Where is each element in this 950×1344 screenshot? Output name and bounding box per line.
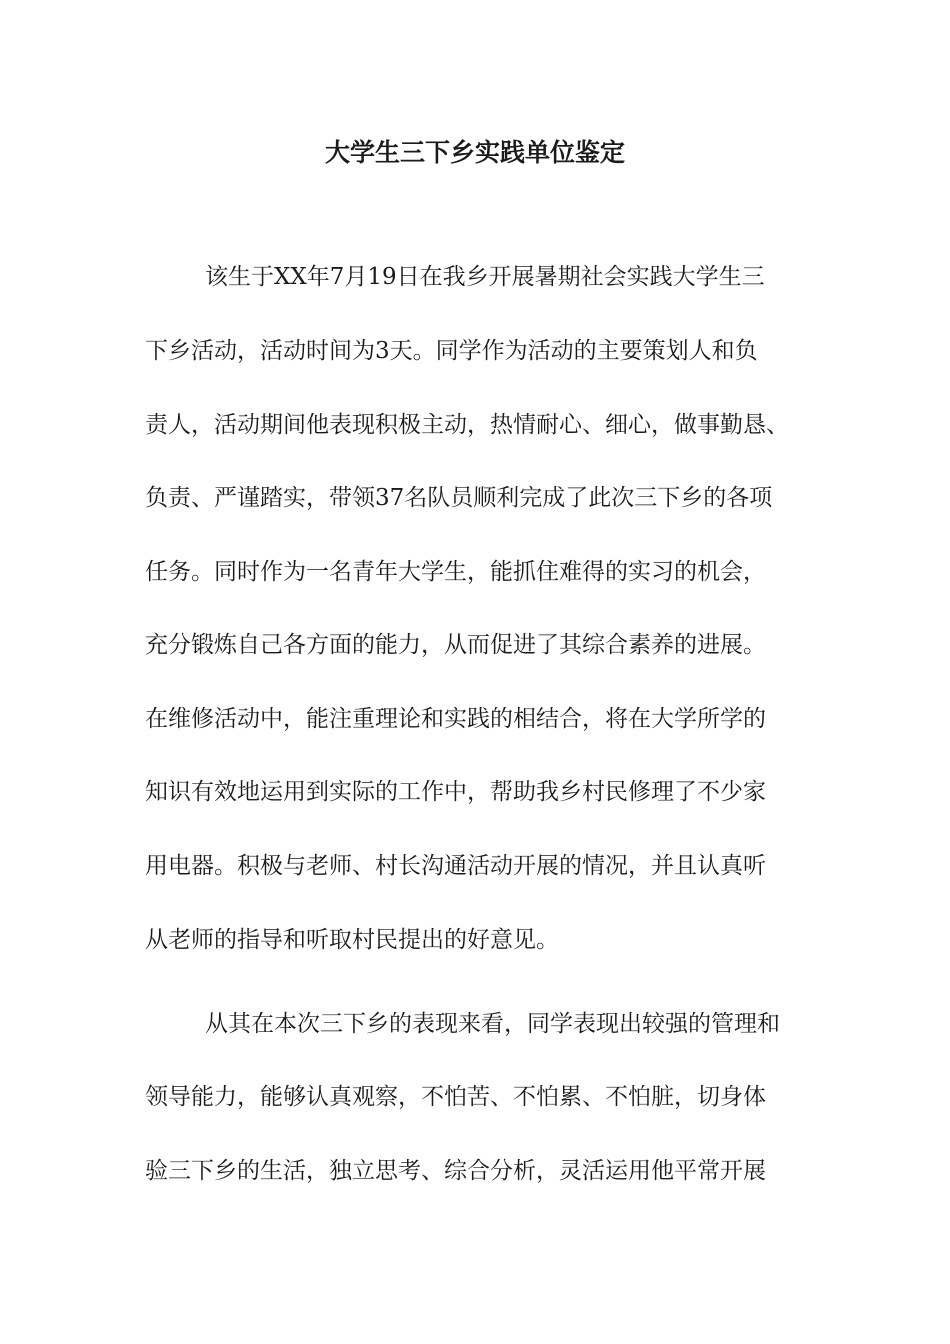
paragraph-1-line-3: 责人，活动期间他表现积极主动，热情耐心、细心，做事勤恳、: [145, 412, 789, 438]
paragraph-1-line-9: 用电器。积极与老师、村长沟通活动开展的情况，并且认真听: [145, 853, 766, 879]
paragraph-2-line-3: 验三下乡的生活，独立思考、综合分析，灵活运用他平常开展: [145, 1158, 766, 1184]
document-title: 大学生三下乡实践单位鉴定: [324, 138, 625, 167]
paragraph-1-line-10: 从老师的指导和听取村民提出的好意见。: [145, 927, 559, 953]
paragraph-1-line-7: 在维修活动中，能注重理论和实践的相结合，将在大学所学的: [145, 706, 766, 732]
paragraph-1-line-4: 负责、严谨踏实，带领37名队员顺利完成了此次三下乡的各项: [145, 485, 773, 511]
paragraph-1-line-5: 任务。同时作为一名青年大学生，能抓住难得的实习的机会，: [145, 559, 766, 585]
paragraph-1-line-6: 充分锻炼自己各方面的能力，从而促进了其综合素养的进展。: [145, 632, 766, 658]
paragraph-1-line-8: 知识有效地运用到实际的工作中，帮助我乡村民修理了不少家: [145, 779, 766, 805]
paragraph-1-line-1: 该生于XX年7月19日在我乡开展暑期社会实践大学生三: [205, 264, 765, 290]
paragraph-1-line-2: 下乡活动，活动时间为3天。同学作为活动的主要策划人和负: [145, 338, 758, 364]
paragraph-2-line-2: 领导能力，能够认真观察，不怕苦、不怕累、不怕脏，切身体: [145, 1084, 766, 1110]
paragraph-2-line-1: 从其在本次三下乡的表现来看，同学表现出较强的管理和: [205, 1011, 780, 1037]
